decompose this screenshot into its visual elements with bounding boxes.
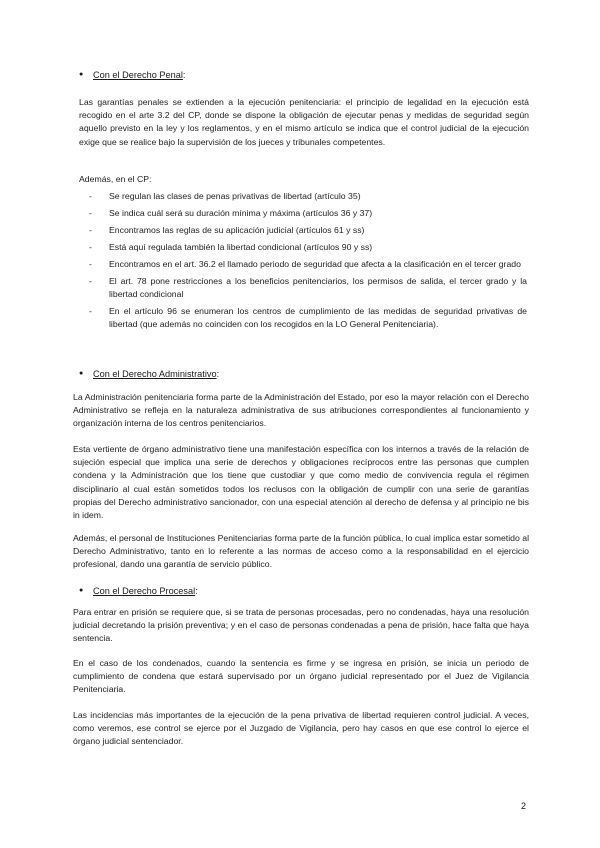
list-item: - Está aquí regulada también la libertad condicional (artículos 90 y ss) xyxy=(89,242,373,252)
list-item: - Se indica cuál será su duración mínima y máxima (artículos 36 y 37) xyxy=(89,208,373,218)
page-number: 2 xyxy=(520,801,526,811)
procesal-paragraph-1: Para entrar en prisión se requiere que, si se trata de personas procesadas, pero no condenadas, haya una resolución judicial decretando la prisión preventiva; y en el caso de personas condenadas a pena de prisión, hace falta que haya sentencia. xyxy=(73,607,529,644)
penal-paragraph: Las garantías penales se extienden a la ejecución penitenciaria: el principio de legalidad en la ejecución está recogido en el arte 3.2 del CP, donde se dispone la obligación de ejecutar penas y medidas de seguridad según aquello previsto en la ley y los reglamentos, y en el mismo artículo se indica que el control judicial de la ejecución exige que se realice bajo la supervisión de los jueces y tribunales competentes. xyxy=(79,97,529,147)
bullet-icon: ● xyxy=(79,587,84,594)
section-heading-penal-text: Con el Derecho Penal xyxy=(93,70,183,80)
administrativo-paragraph-2: Esta vertiente de órgano administrativo tiene una manifestación específica con los internos a través de la relación de sujeción especial que implica una serie de derechos y obligaciones recíprocos entre las personas que cumplen condena y la Administración que los tiene que custodiar y que como medio de convivencia regula el régimen disciplinario al cual están sometidos todos los reclusos con la obligación de cumplir con una serie de garantías propias del Derecho administrativo sancionador, con una especial atención al derecho de defensa y al principio ne bis in idem. xyxy=(73,444,529,521)
procesal-paragraph-3: Las incidencias más importantes de la ejecución de la pena privativa de libertad requieren control judicial. A veces, como veremos, ese control se ejerce por el Juzgado de Vigilancia, pero hay casos en que ese control lo ejerce el órgano judicial sentenciador. xyxy=(73,710,529,747)
section-heading-administrativo: ● Con el Derecho Administrativo : xyxy=(79,369,220,379)
list-item: - En el artículo 96 se enumeran los centros de cumplimiento de las medidas de seguridad privativas de libertad (que además no coinciden con los recogidos en la LO General Penitenciaria). xyxy=(89,306,527,330)
list-item: - El art. 78 pone restricciones a los beneficios penitenciarios, los permisos de salida, el tercer grado y la libertad condicional xyxy=(89,276,527,300)
section-heading-procesal-text: Con el Derecho Procesal xyxy=(93,586,196,596)
administrativo-paragraph-3: Además, el personal de Instituciones Penitenciarias forma parte de la función pública, lo cual implica estar sometido al Derecho Administrativo, tanto en lo referente a las normas de acceso como a la responsabilidad en el ejercicio profesional, dando una garantía de servicio público. xyxy=(73,533,529,570)
procesal-paragraph-2: En el caso de los condenados, cuando la sentencia es firme y se ingresa en prisión, se inicia un periodo de cumplimiento de condena que estará supervisado por un órgano judicial representado por el Juez de Vigilancia Penitenciaria. xyxy=(73,658,529,695)
section-heading-penal: ● Con el Derecho Penal : xyxy=(79,70,186,80)
section-heading-administrativo-text: Con el Derecho Administrativo xyxy=(93,369,217,379)
bullet-icon: ● xyxy=(79,370,84,377)
penal-intro: Además, en el CP: xyxy=(79,174,152,184)
penal-list xyxy=(89,190,527,335)
list-item: - Encontramos en el art. 36.2 el llamado periodo de seguridad que afecta a la clasificación en el tercer grado xyxy=(89,259,521,269)
administrativo-paragraph-1: La Administración penitenciaria forma parte de la Administración del Estado, por eso la mayor relación con el Derecho Administrativo se refleja en la naturaleza administrativa de sus atribuciones correspondientes al funcionamiento y organización interna de los centros penitenciarios. xyxy=(73,392,529,429)
list-item: - Encontramos las reglas de su aplicación judicial (artículos 61 y ss) xyxy=(89,225,365,235)
list-item: - Se regulan las clases de penas privativas de libertad (artículo 35) xyxy=(89,191,361,201)
bullet-icon: ● xyxy=(79,71,84,78)
section-heading-procesal: ● Con el Derecho Procesal : xyxy=(79,586,198,596)
